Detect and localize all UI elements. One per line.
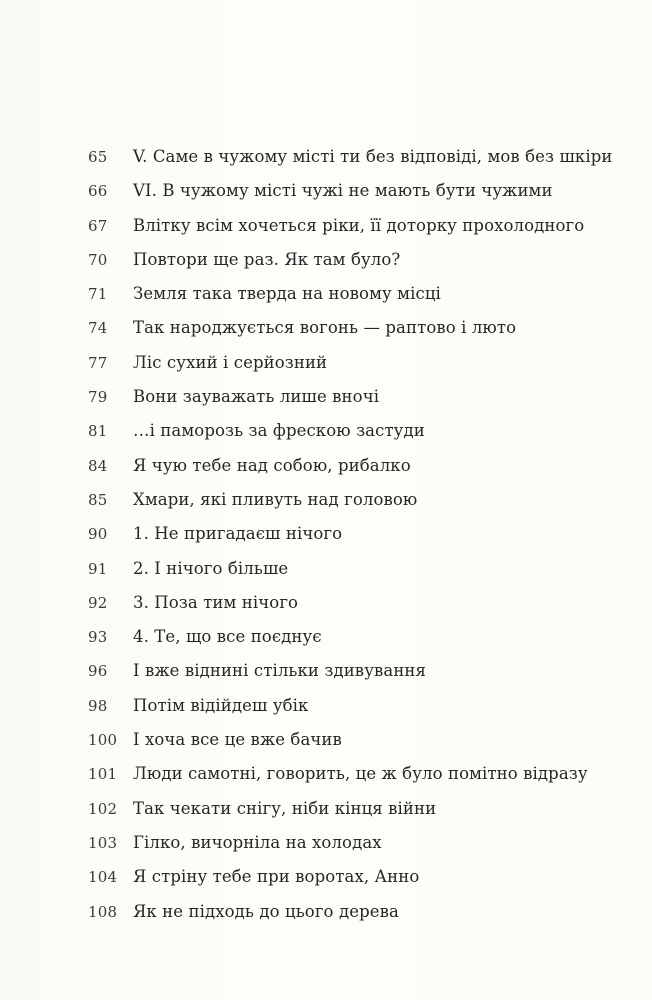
toc-title: Повтори ще раз. Як там було? [133, 249, 401, 269]
toc-page-number: 90 [88, 525, 108, 544]
toc-page-number: 71 [88, 285, 108, 304]
toc-title: Земля така тверда на новому місці [133, 284, 441, 304]
toc-entry [0, 757, 652, 791]
toc-entry [0, 552, 652, 586]
toc-entry [0, 414, 652, 448]
toc-title: Потім відійдеш убік [133, 695, 309, 715]
toc-title: VI. В чужому місті чужі не мають бути чужими [133, 181, 553, 201]
toc-page-number: 108 [88, 902, 118, 921]
toc-title: Я чую тебе над собою, рибалко [133, 455, 411, 475]
toc-title: 2. І нічого більше [133, 558, 289, 578]
toc-entry [0, 243, 652, 277]
toc-page-number: 65 [88, 148, 108, 166]
toc-title: Я стріну тебе при воротах, Анно [133, 867, 420, 887]
toc-page-number: 100 [88, 731, 118, 750]
toc-entry [0, 654, 652, 688]
toc-entry [0, 140, 652, 174]
toc-entry [0, 346, 652, 380]
toc-entry [0, 792, 652, 826]
toc-title: Люди самотні, говорить, це ж було помітно відразу [133, 764, 588, 784]
toc-entry [0, 860, 652, 894]
toc-title: І хоча все це вже бачив [133, 730, 342, 750]
toc-entry [0, 826, 652, 860]
toc-page-number: 74 [88, 319, 108, 338]
toc-title: Так чекати снігу, ніби кінця війни [133, 798, 437, 818]
toc-title: V. Саме в чужому місті ти без відповіді, мов без шкіри [133, 147, 613, 166]
toc-entry [0, 895, 652, 929]
toc-page-number: 104 [88, 868, 118, 887]
toc-entry [0, 483, 652, 517]
toc-page-number: 101 [88, 765, 118, 784]
toc-title: Вони зауважать лише вночі [133, 387, 380, 407]
toc-title: 1. Не пригадаєш нічого [133, 524, 343, 544]
toc-page-number: 102 [88, 799, 118, 818]
toc-title: …і паморозь за фрескою застуди [133, 421, 425, 441]
toc-page-number: 70 [88, 250, 108, 269]
toc-page-number: 85 [88, 490, 108, 509]
toc-entry [0, 689, 652, 723]
toc-title: 4. Те, що все поєднує [133, 627, 322, 647]
toc-page-number: 81 [88, 422, 108, 441]
toc-title: 3. Поза тим нічого [133, 592, 299, 612]
toc-page-number: 93 [88, 628, 108, 647]
toc-entry [0, 723, 652, 757]
toc-page-number: 79 [88, 388, 108, 407]
toc-entry [0, 209, 652, 243]
toc-page-number: 91 [88, 559, 108, 578]
toc-page-number: 98 [88, 696, 108, 715]
toc-entry [0, 380, 652, 414]
toc-title: Як не підходь до цього дерева [133, 901, 399, 921]
toc-entry [0, 620, 652, 654]
toc-entry [0, 277, 652, 311]
toc-title: Так народжується вогонь — раптово і люто [133, 318, 517, 338]
toc-entry [0, 517, 652, 551]
toc-page-number: 103 [88, 833, 118, 852]
toc-title: Хмари, які пливуть над головою [133, 489, 418, 509]
toc-entry [0, 311, 652, 345]
toc-title: Ліс сухий і серйозний [133, 352, 328, 372]
toc-title: Влітку всім хочеться ріки, її доторку прохолодного [133, 215, 585, 235]
toc-entry [0, 174, 652, 208]
toc-page-number: 92 [88, 593, 108, 612]
toc-page-number: 84 [88, 456, 108, 475]
toc-page-number: 77 [88, 353, 108, 372]
toc-page-number: 67 [88, 216, 108, 235]
toc-page-number: 96 [88, 662, 108, 681]
toc-entry [0, 449, 652, 483]
toc-page-number: 66 [88, 182, 108, 201]
toc-title: І вже віднині стільки здивування [133, 661, 427, 681]
toc-title: Гілко, вичорніла на холодах [133, 832, 382, 852]
table-of-contents [0, 140, 652, 929]
toc-entry [0, 586, 652, 620]
